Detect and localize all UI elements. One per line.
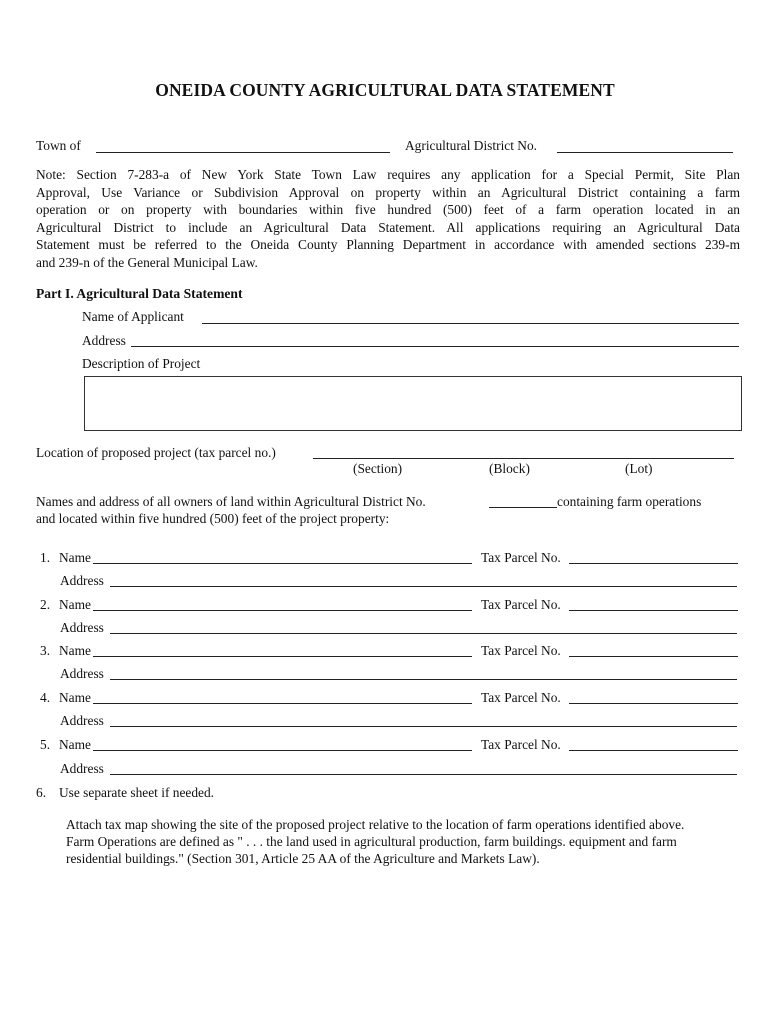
owner-address-label: Address bbox=[60, 666, 104, 681]
applicant-label: Name of Applicant bbox=[82, 309, 184, 324]
owner-3-address-field[interactable] bbox=[110, 679, 737, 680]
owner-parcel-label: Tax Parcel No. bbox=[481, 737, 561, 752]
owner-5-parcel-field[interactable] bbox=[569, 750, 738, 751]
owner-2-parcel-field[interactable] bbox=[569, 610, 738, 611]
owner-1-parcel-field[interactable] bbox=[569, 563, 738, 564]
note-paragraph bbox=[36, 166, 740, 272]
owner-address-label: Address bbox=[60, 573, 104, 588]
owner-parcel-label: Tax Parcel No. bbox=[481, 597, 561, 612]
attach-paragraph bbox=[66, 816, 746, 867]
owners-district-field[interactable] bbox=[489, 507, 557, 508]
owner-parcel-label: Tax Parcel No. bbox=[481, 643, 561, 658]
section-label: (Section) bbox=[353, 461, 403, 476]
owner-number: 2. bbox=[40, 597, 51, 612]
applicant-address-field[interactable] bbox=[131, 346, 739, 347]
town-field[interactable] bbox=[96, 152, 390, 153]
owner-name-label: Name bbox=[59, 597, 91, 612]
block-label: (Block) bbox=[489, 461, 530, 476]
owner-number: 1. bbox=[40, 550, 51, 565]
owner-name-label: Name bbox=[59, 643, 91, 658]
owner-address-label: Address bbox=[60, 761, 104, 776]
note-line: Statement must be referred to the Oneida County Planning Department in accordance with amended sections 239-m bbox=[36, 237, 740, 253]
owner-4-name-field[interactable] bbox=[93, 703, 472, 704]
district-field[interactable] bbox=[557, 152, 733, 153]
attach-line: Farm Operations are defined as " . . . the land used in agricultural production, farm buildings. equipment and farm bbox=[66, 834, 677, 849]
location-field[interactable] bbox=[313, 458, 734, 459]
owner-address-label: Address bbox=[60, 713, 104, 728]
owner-number: 4. bbox=[40, 690, 51, 705]
owner-4-parcel-field[interactable] bbox=[569, 703, 738, 704]
owner-address-label: Address bbox=[60, 620, 104, 635]
owner-name-label: Name bbox=[59, 690, 91, 705]
owner-1-name-field[interactable] bbox=[93, 563, 472, 564]
owner-number: 3. bbox=[40, 643, 51, 658]
owner-1-address-field[interactable] bbox=[110, 586, 737, 587]
location-label: Location of proposed project (tax parcel no.) bbox=[36, 445, 276, 460]
owner-4-address-field[interactable] bbox=[110, 726, 737, 727]
town-label: Town of bbox=[36, 138, 81, 153]
owner-parcel-label: Tax Parcel No. bbox=[481, 690, 561, 705]
applicant-field[interactable] bbox=[202, 323, 739, 324]
part1-heading: Part I. Agricultural Data Statement bbox=[36, 286, 243, 301]
attach-line: Attach tax map showing the site of the proposed project relative to the location of farm operations identified above. bbox=[66, 817, 685, 832]
owner-name-label: Name bbox=[59, 550, 91, 565]
note-line: Note: Section 7-283-a of New York State Town Law requires any application for a Special Permit, Site Plan bbox=[36, 167, 740, 182]
owner-number: 5. bbox=[40, 737, 51, 752]
owner-2-address-field[interactable] bbox=[110, 633, 737, 634]
applicant-address-label: Address bbox=[82, 333, 126, 348]
form-title: ONEIDA COUNTY AGRICULTURAL DATA STATEMENT bbox=[155, 80, 615, 100]
attach-line: residential buildings." (Section 301, Article 25 AA of the Agriculture and Markets Law). bbox=[66, 851, 540, 866]
lot-label: (Lot) bbox=[625, 461, 653, 476]
owner-3-parcel-field[interactable] bbox=[569, 656, 738, 657]
owners-intro-text-2: and located within five hundred (500) feet of the project property: bbox=[36, 511, 390, 526]
description-box[interactable] bbox=[84, 376, 742, 431]
note-line: and 239-n of the General Municipal Law. bbox=[36, 254, 258, 270]
owner-5-address-field[interactable] bbox=[110, 774, 737, 775]
owners-intro-text-end: containing farm operations bbox=[557, 494, 702, 509]
note-line: Approval, Use Variance or Subdivision Approval on property within an Agricultural District containing a farm bbox=[36, 184, 740, 200]
owner-parcel-label: Tax Parcel No. bbox=[481, 550, 561, 565]
owner-2-name-field[interactable] bbox=[93, 610, 472, 611]
owner-3-name-field[interactable] bbox=[93, 656, 472, 657]
district-label: Agricultural District No. bbox=[405, 138, 538, 153]
item-6-text: Use separate sheet if needed. bbox=[59, 785, 215, 800]
note-line: operation or on property with boundaries within five hundred (500) feet of a farm operation located in an bbox=[36, 202, 740, 218]
item-6-number: 6. bbox=[36, 785, 47, 800]
owner-5-name-field[interactable] bbox=[93, 750, 472, 751]
owner-name-label: Name bbox=[59, 737, 91, 752]
description-label: Description of Project bbox=[82, 356, 201, 371]
owners-intro-text: Names and address of all owners of land within Agricultural District No. bbox=[36, 494, 426, 509]
note-line: Agricultural District to include an Agricultural Data Statement. All applications requiring an Agricultural Data bbox=[36, 219, 740, 235]
